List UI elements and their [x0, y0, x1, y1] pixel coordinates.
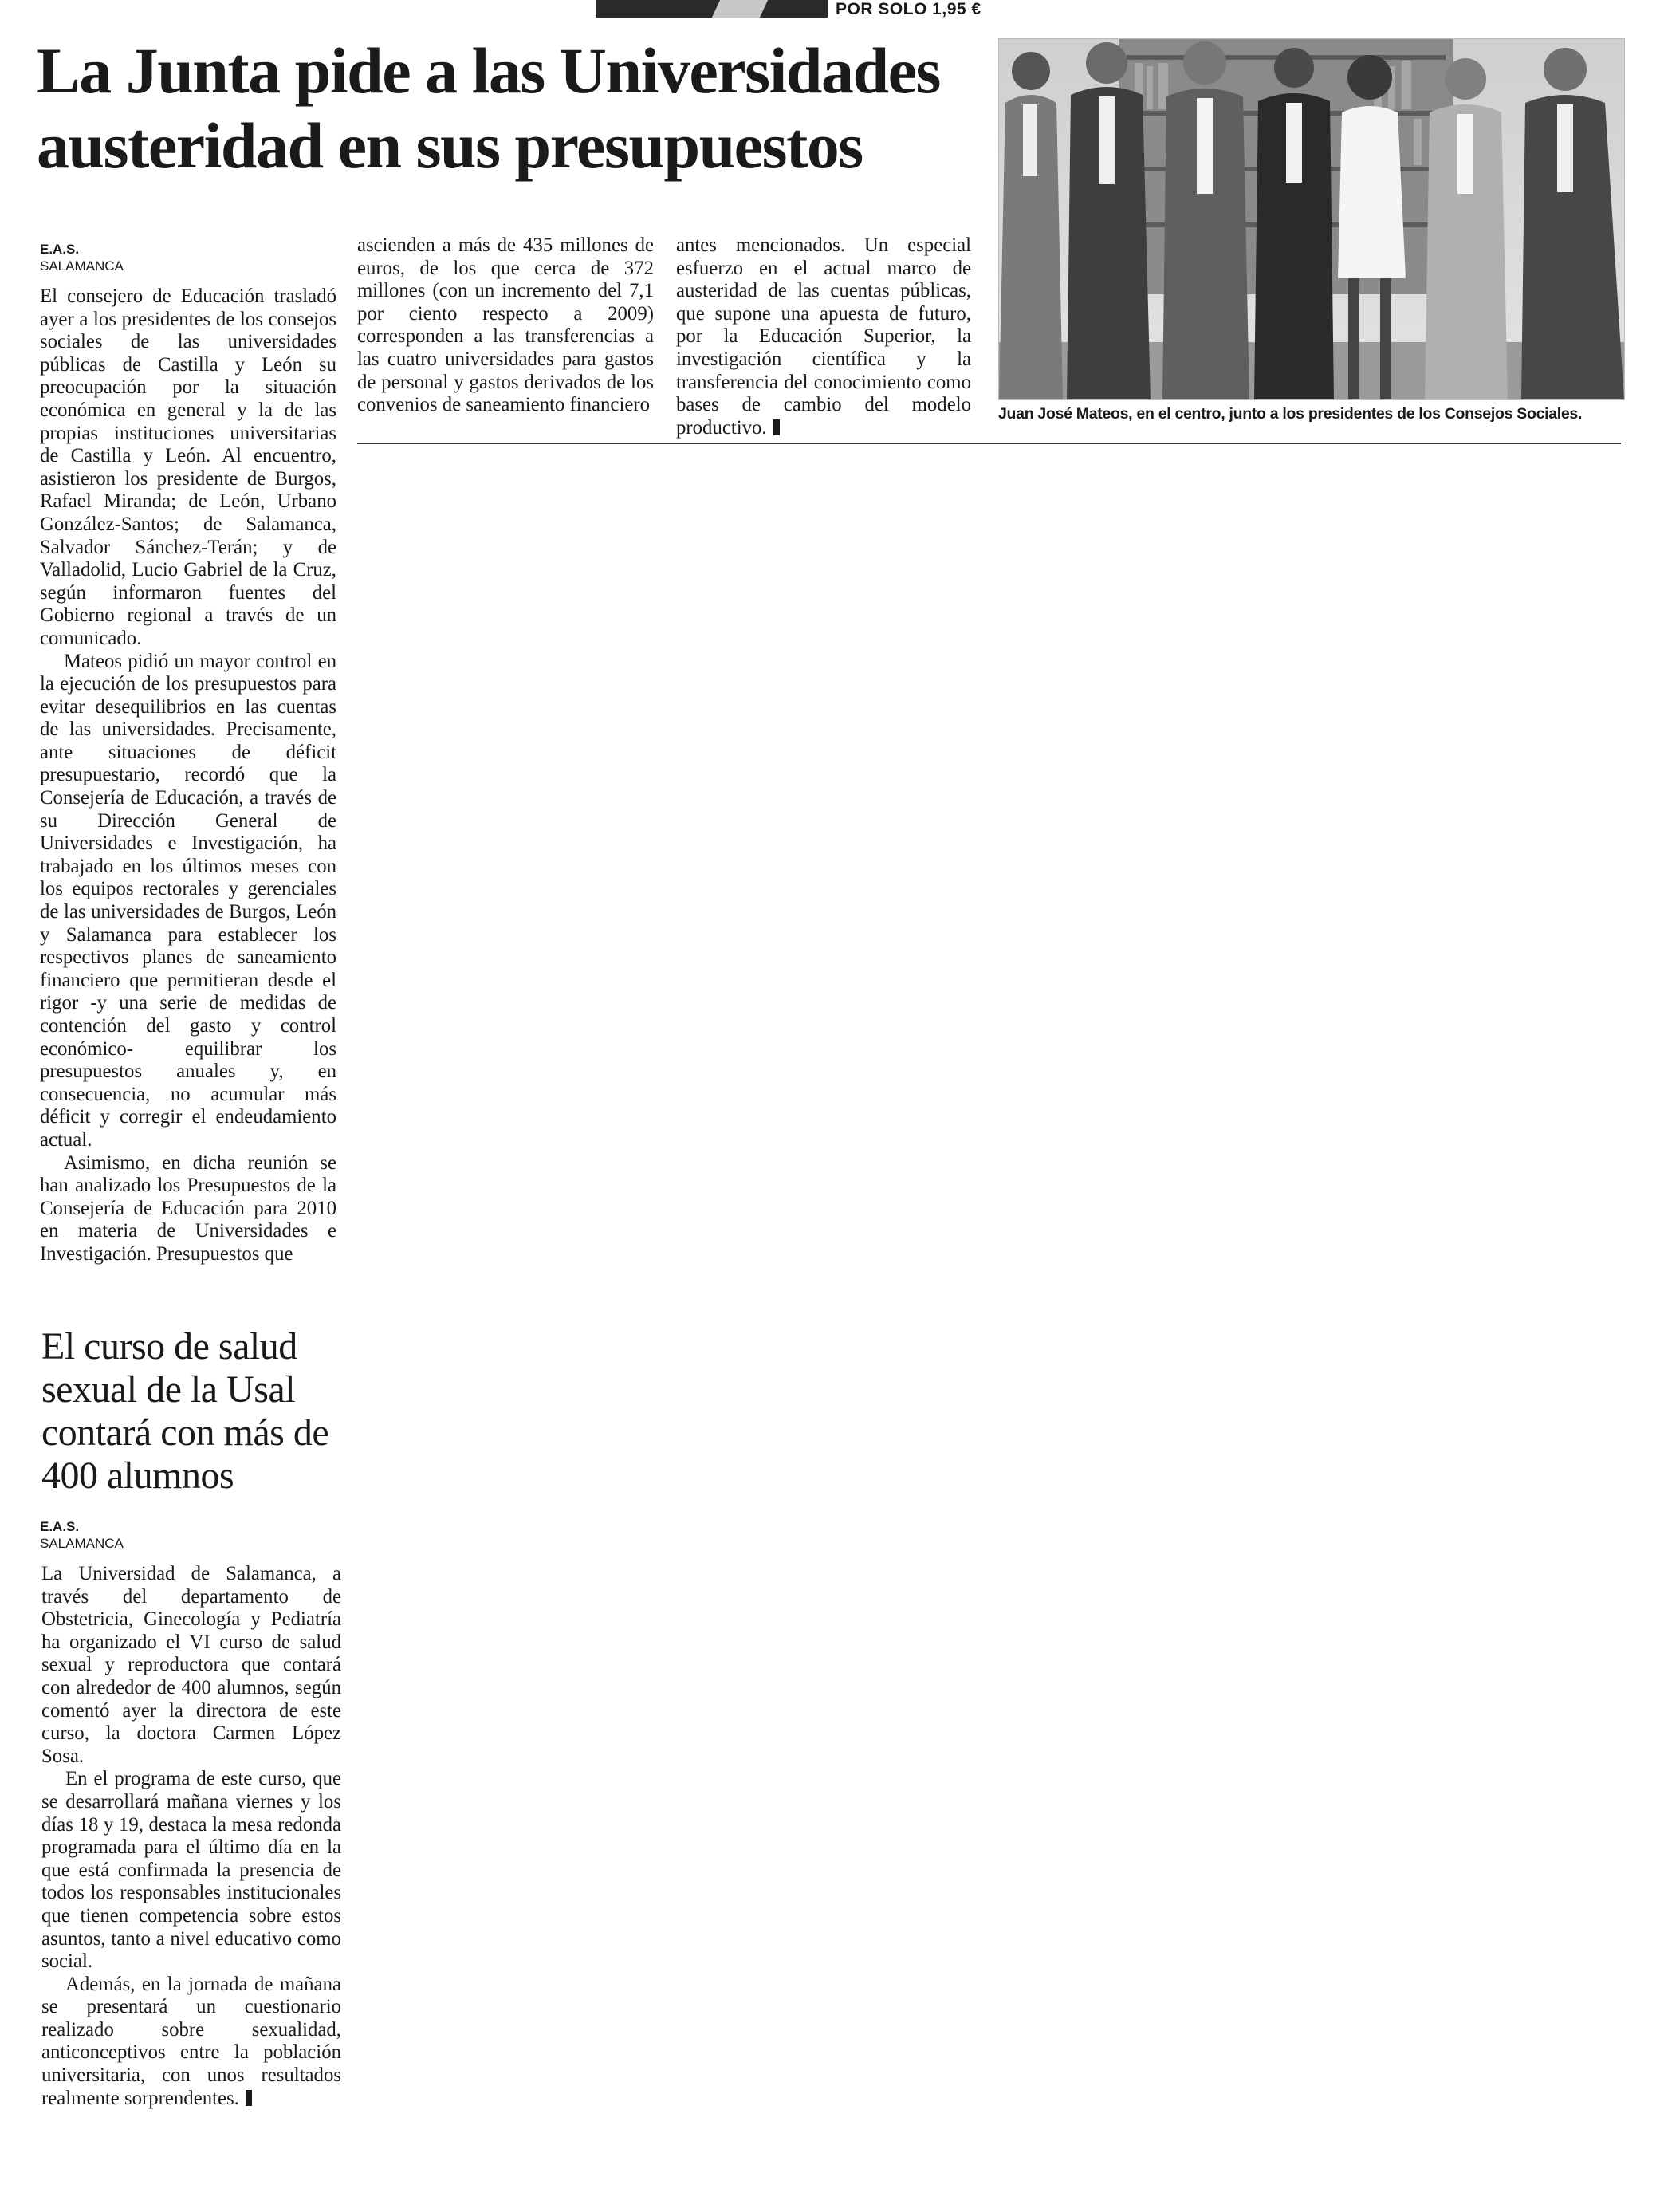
byline-location: SALAMANCA: [40, 258, 124, 274]
article-column-1: [40, 285, 336, 1266]
article-photo: [998, 38, 1625, 400]
paragraph: Asimismo, en dicha reunión se han analizado los Presupuestos de la Consejería de Educación para 2010 en materia de Universidades e Investigación. Presupuestos que: [40, 1151, 336, 1265]
byline-location: SALAMANCA: [40, 1536, 124, 1551]
end-mark-icon: [773, 419, 777, 435]
article-byline: [40, 241, 124, 274]
banner-price: POR SOLO 1,95 €: [836, 0, 981, 18]
article-2-byline: [40, 1518, 124, 1552]
paragraph: Mateos pidió un mayor control en la ejecución de los presupuestos para evitar desequilibrios en las cuentas de las universidades. Precisamente, ante situaciones de déficit presupuestario, recordó que la Consejería de Educación, a través de su Dirección General de Universidades e Investigación, ha trabajado en los últimos meses con los equipos rectorales y gerenciales de las universidades de Burgos, León y Salamanca para establecer los respectivos planes de saneamiento financiero que permitieran desde el rigor -y una serie de medidas de contención del gasto y control económico- equilibrar los presupuestos anuales y, en consecuencia, no acumular más déficit y corregir el endeudamiento actual.: [40, 650, 336, 1151]
paragraph: Además, en la jornada de mañana se presentará un cuestionario realizado sobre sexualidad, anticonceptivos entre la población universitaria, con unos resultados realmente sorprendentes.: [41, 1973, 341, 2109]
article-headline: La Junta pide a las Universidades austeridad en sus presupuestos: [37, 34, 940, 182]
byline-author: E.A.S.: [40, 242, 80, 257]
paragraph: antes mencionados. Un especial esfuerzo en el actual marco de austeridad de las cuentas públicas, que supone una apuesta de futuro, por la Educación Superior, la investigación científica y la transferencia del conocimiento como bases de cambio del modelo productivo.: [676, 234, 971, 439]
paragraph: ascienden a más de 435 millones de euros, de los que cerca de 372 millones (con un incremento del 7,1 por ciento respecto a 2009) corresponden a las transferencias a las cuatro universidades para gastos de personal y gastos derivados de los convenios de saneamiento financiero: [357, 234, 654, 416]
byline-author: E.A.S.: [40, 1519, 80, 1534]
photo-caption: Juan José Mateos, en el centro, junto a los presidentes de los Consejos Sociales.: [998, 405, 1583, 423]
article-column-2: [357, 234, 654, 417]
article-2-headline: El curso de salud sexual de la Usal contará con más de 400 alumnos: [41, 1325, 329, 1497]
paragraph: La Universidad de Salamanca, a través del departamento de Obstetricia, Ginecología y Pediatría ha organizado el VI curso de salud sexual y reproductora que contará con alrededor de 400 alumnos, según comentó ayer la directora de este curso, la doctora Carmen López Sosa.: [41, 1563, 341, 1767]
article-column-3: [676, 234, 971, 439]
section-divider: [357, 443, 1621, 444]
end-mark-icon: [246, 2090, 249, 2106]
paragraph: El consejero de Educación trasladó ayer a los presidentes de los consejos sociales de las universidades públicas de Castilla y León su preocupación por la situación económica en general y la de las propias instituciones universitarias de Castilla y León. Al encuentro, asistieron los presidente de Burgos, Rafael Miranda; de León, Urbano González-Santos; de Salamanca, Salvador Sánchez-Terán; y de Valladolid, Lucio Gabriel de la Cruz, según informaron fuentes del Gobierno regional a través de un comunicado.: [40, 285, 336, 649]
article-2-column: [41, 1563, 341, 2110]
paragraph: En el programa de este curso, que se desarrollará mañana viernes y los días 18 y 19, destaca la mesa redonda programada para el último día en la que está confirmada la presencia de todos los responsables institucionales que tienen competencia sobre estos asuntos, tanto a nivel educativo como social.: [41, 1768, 341, 1973]
banner-graphic: [596, 0, 828, 18]
top-banner: [596, 0, 1059, 18]
